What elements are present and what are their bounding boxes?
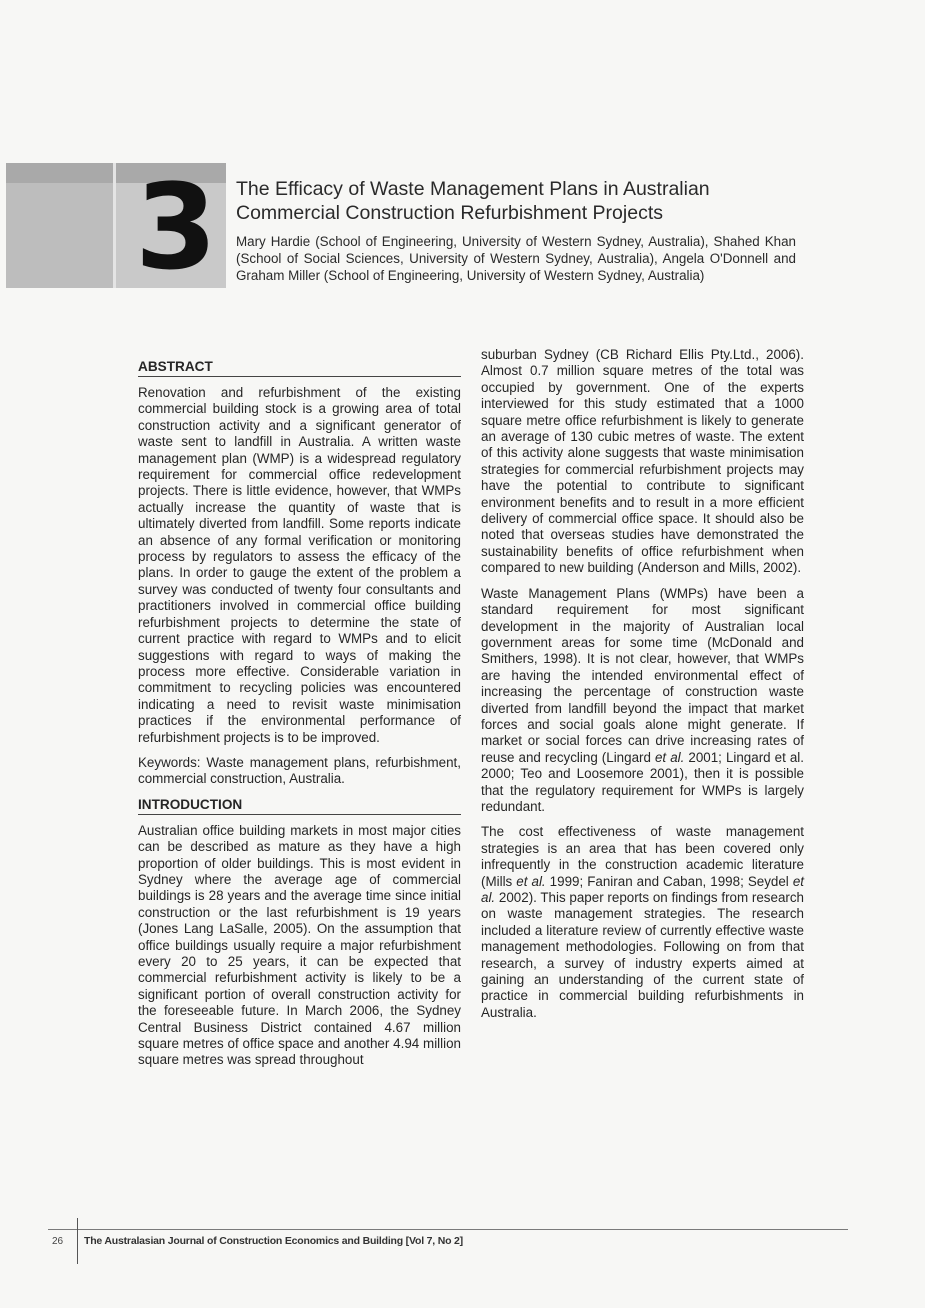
intro-paragraph-2 xyxy=(481,586,804,816)
author-list: Mary Hardie (School of Engineering, University of Western Sydney, Australia), Shahed Khan (School of Social Sciences, University of Western Sydney, Australia), Angela O'Donnell and Graham Miller (School of Engineering, University of Western Sydney, Australia) xyxy=(236,234,796,283)
left-column xyxy=(138,347,461,1078)
introduction-heading: INTRODUCTION xyxy=(138,797,461,815)
right-column xyxy=(481,347,804,1030)
intro-paragraph-3-part-2: 1999; Faniran and Caban, 1998; Seydel xyxy=(545,873,793,889)
intro-paragraph-3 xyxy=(481,824,804,1021)
intro-paragraph-3-part-1: The cost effectiveness of waste management strategies is an area that has been covered only infrequently in the construction academic literature (Mills xyxy=(481,824,804,889)
intro-paragraph-2-part-2: 2001; Lingard et al. 2000; Teo and Loosemore 2001), then it is possible that the regulatory requirement for WMPs is largely redundant. xyxy=(481,749,805,814)
keywords: Keywords: Waste management plans, refurbishment, commercial construction, Australia. xyxy=(138,754,461,787)
intro-paragraph-2-italic-1: et al. xyxy=(654,749,685,765)
footer-divider xyxy=(77,1218,78,1264)
paper-title: The Efficacy of Waste Management Plans in Australian Commercial Construction Refurbishment Projects xyxy=(236,178,710,224)
intro-paragraph-3-part-3: 2002). This paper reports on findings from research on waste management strategies. The research included a literature review of currently effective waste management methodologies. Following on from that research, a survey of industry experts aimed at gaining an understanding of the current state of practice in commercial building refurbishments in Australia. xyxy=(481,890,804,1020)
abstract-text: Renovation and refurbishment of the existing commercial building stock is a growing area of total construction activity and a significant generator of waste sent to landfill in Australia. A written waste management plan (WMP) is a widespread regulatory requirement for commercial office redevelopment projects. There is little evidence, however, that WMPs actually increase the quantity of waste that is ultimately diverted from landfill. Some reports indicate an absence of any formal verification or monitoring process by regulators to assess the efficacy of the plans. In order to gauge the extent of the problem a survey was conducted of twenty four consultants and practitioners involved in commercial office building refurbishment projects to determine the state of current practice with regard to WMPs and to elicit suggestions with regard to ways of making the process more effective. Considerable variation in commitment to recycling policies was encountered indicating a need to revisit waste minimisation practices if the environmental performance of refurbishment projects is to be improved. xyxy=(138,385,461,745)
page-number: 26 xyxy=(52,1236,64,1247)
intro-paragraph-3-italic-1: et al. xyxy=(516,873,546,889)
abstract-heading: ABSTRACT xyxy=(138,359,461,377)
intro-paragraph-1: Australian office building markets in most major cities can be described as mature as they have a high proportion of older buildings. This is most evident in Sydney where the average age of commercial buildings is 28 years and the average time since initial construction or the last refurbishment is 19 years (Jones Lang LaSalle, 2005). On the assumption that office buildings usually require a major refurbishment every 20 to 25 years, it can be expected that commercial refurbishment activity is likely to be a significant portion of overall construction activity for the foreseeable future. In March 2006, the Sydney Central Business District contained 4.67 million square metres of office space and another 4.94 million square metres was spread throughout xyxy=(138,822,461,1068)
footer-rule xyxy=(48,1229,848,1230)
intro-paragraph-1-continued: suburban Sydney (CB Richard Ellis Pty.Ltd., 2006). Almost 0.7 million square metres of the total was occupied by government. One of the experts interviewed for this study estimated that a 1000 square metre office refurbishment is likely to generate an average of 130 cubic metres of waste. The extent of this activity alone suggests that waste minimisation strategies for commercial refurbishment projects may have the potential to contribute to significant environment benefits and to result in a more efficient delivery of commercial office space. It should also be noted that overseas studies have demonstrated the sustainability benefits of office refurbishment when compared to new building (Anderson and Mills, 2002). xyxy=(481,347,804,576)
chapter-number: 3 xyxy=(135,158,214,296)
intro-paragraph-3-italic-2: et al. xyxy=(481,873,804,905)
journal-title: The Australasian Journal of Construction Economics and Building [Vol 7, No 2] xyxy=(84,1235,463,1247)
intro-paragraph-2-part-1: Waste Management Plans (WMPs) have been a standard requirement for most significant development in the majority of Australian local government areas for some time (McDonald and Smithers, 1998). It is not clear, however, that WMPs are having the intended environmental effect of increasing the percentage of construction waste diverted from landfill beyond the impact that market forces and social goals alone might generate. If market or social forces can drive increasing rates of reuse and recycling (Lingard xyxy=(481,585,804,765)
